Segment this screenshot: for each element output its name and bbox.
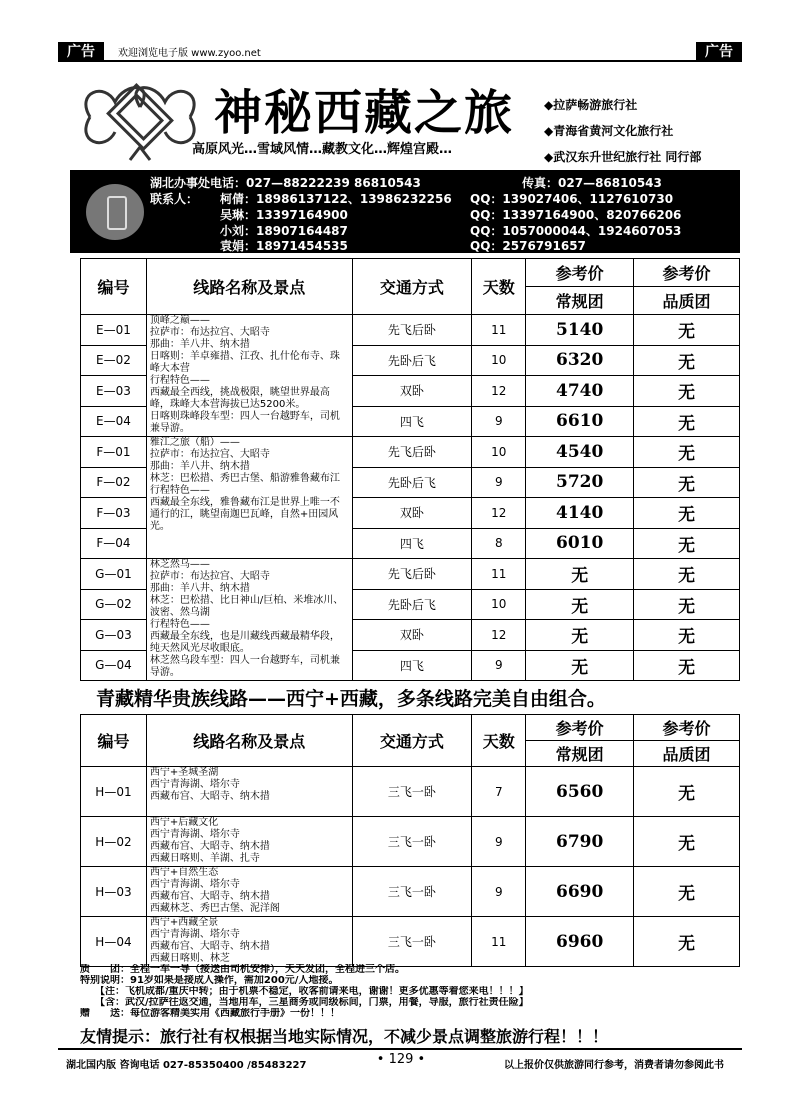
- table-row: [81, 315, 740, 346]
- route-description: [146, 559, 352, 681]
- footer-left: 湖北国内版 咨询电话 027-85350400 /85483227: [66, 1060, 307, 1071]
- table-row: [81, 437, 740, 468]
- route-price-regular: 6610: [526, 406, 634, 437]
- route-price-regular: 无: [526, 620, 634, 651]
- route-days: 9: [472, 817, 526, 867]
- note-line: 【注：飞机成都/重庆中转；由于机票不稳定，收客前请来电，谢谢！更多优惠等着您来电！！！】: [80, 986, 529, 997]
- route-code: H—01: [81, 767, 147, 817]
- header-regular: 常规团: [526, 741, 634, 767]
- header-transport: 交通方式: [352, 715, 472, 767]
- route-price-regular: 5720: [526, 467, 634, 498]
- route-table-qinghai-tibet: [80, 714, 740, 967]
- slogan: 高原风光…雪域风情…藏教文化…辉煌宫殿…: [192, 142, 453, 157]
- fax-label: 传真：: [522, 176, 559, 190]
- route-transport: 三飞一卧: [352, 817, 472, 867]
- table-row: [81, 917, 740, 967]
- header-ref-price: 参考价: [634, 715, 740, 741]
- page-number: • 129 •: [376, 1052, 426, 1067]
- route-price-regular: 无: [526, 559, 634, 590]
- route-code: F—04: [81, 528, 147, 559]
- route-days: 10: [472, 345, 526, 376]
- header-route: 线路名称及景点: [146, 715, 352, 767]
- agency-item: ◆拉萨畅游旅行社: [544, 98, 638, 112]
- route-days: 9: [472, 467, 526, 498]
- route-days: 10: [472, 589, 526, 620]
- route-price-regular: 6790: [526, 817, 634, 867]
- route-days: 11: [472, 917, 526, 967]
- contact-phone: 18971454535: [256, 239, 348, 253]
- contact-phone: 13397164900: [256, 208, 348, 222]
- route-days: 12: [472, 620, 526, 651]
- route-price-quality: 无: [634, 528, 740, 559]
- route-price-regular: 6010: [526, 528, 634, 559]
- table-header-row: [81, 715, 740, 741]
- agency-item: ◆武汉东升世纪旅行社 同行部: [544, 150, 702, 164]
- table-row: [81, 867, 740, 917]
- route-transport: 先卧后飞: [352, 589, 472, 620]
- header-code: 编号: [81, 259, 147, 315]
- route-price-regular: 5140: [526, 315, 634, 346]
- footer-divider: [58, 1048, 742, 1050]
- table-row: [81, 817, 740, 867]
- route-code: E—02: [81, 345, 147, 376]
- route-price-regular: 4740: [526, 376, 634, 407]
- note-line: 【含：武汉/拉萨往返交通，当地用车，三星商务或同级标间，门票，用餐，导服，旅行社责任险】: [80, 997, 529, 1008]
- footer-right: 以上报价仅供旅游同行参考，消费者请勿参阅此书: [504, 1060, 724, 1071]
- office-label: 湖北办事处电话：: [150, 176, 247, 190]
- route-price-regular: 无: [526, 650, 634, 681]
- route-transport: 双卧: [352, 376, 472, 407]
- route-price-quality: 无: [634, 650, 740, 681]
- route-description: [146, 767, 352, 817]
- contact-name: 柯倩：: [220, 192, 257, 206]
- route-description-text: 西宁+后藏文化 西宁青海湖、塔尔寺 西藏布宫、大昭寺、纳木措 西藏日喀则、羊湖、扎寺: [149, 817, 270, 864]
- route-description: [146, 315, 352, 437]
- route-transport: 双卧: [352, 498, 472, 529]
- route-code: F—01: [81, 437, 147, 468]
- contact-qq: QQ：13397164900、820766206: [470, 208, 682, 222]
- route-price-regular: 无: [526, 589, 634, 620]
- contact-name: 袁娟：: [220, 239, 257, 253]
- route-description-text: 雅江之旅（船）—— 拉萨市：布达拉宫、大昭寺 那曲：羊八井、纳木措 林芝：巴松措、秀巴古堡、船游雅鲁藏布江 行程特色—— 西藏最全东线，雅鲁藏布江是世界上唯一不通行的江，眺望南迦巴瓦峰，自然+田园风光。: [149, 437, 340, 532]
- route-description-text: 林芝然乌—— 拉萨市：布达拉宫、大昭寺 那曲：羊八井、纳木措 林芝：巴松措、比日神山/巨柏、米堆冰川、波密、然乌湖 行程特色—— 西藏最全东线，也是川藏线西藏最精华段，纯天然风光尽收眼底。 林芝然乌段车型：四人一台越野车，司机兼导游。: [149, 559, 344, 678]
- contact-name: 吴琳：: [220, 208, 257, 222]
- route-description-text: 西宁+西藏全景 西宁青海湖、塔尔寺 西藏布宫、大昭寺、纳木措 西藏日喀则、林芝: [149, 917, 270, 964]
- route-transport: 双卧: [352, 620, 472, 651]
- route-price-quality: 无: [634, 467, 740, 498]
- office-phone: 027—88222239 86810543: [246, 176, 421, 190]
- route-days: 10: [472, 437, 526, 468]
- notes-section: [80, 964, 740, 1019]
- contacts-label: 联系人：: [150, 192, 199, 206]
- route-days: 12: [472, 498, 526, 529]
- header-quality: 品质团: [634, 287, 740, 315]
- route-transport: 先飞后卧: [352, 559, 472, 590]
- contact-name: 小刘：: [220, 224, 257, 238]
- contact-qq: QQ：139027406、1127610730: [470, 192, 674, 206]
- header-days: 天数: [472, 259, 526, 315]
- route-transport: 三飞一卧: [352, 767, 472, 817]
- route-price-regular: 6560: [526, 767, 634, 817]
- route-transport: 三飞一卧: [352, 917, 472, 967]
- route-days: 9: [472, 867, 526, 917]
- route-days: 12: [472, 376, 526, 407]
- friendly-reminder: 友情提示：旅行社有权根据当地实际情况，不减少景点调整旅游行程！！！: [80, 1027, 609, 1046]
- route-price-quality: 无: [634, 589, 740, 620]
- route-price-regular: 4140: [526, 498, 634, 529]
- route-description-text: 西宁+自然生态 西宁青海湖、塔尔寺 西藏布宫、大昭寺、纳木措 西藏林芝、秀巴古堡、泥洋阁: [149, 867, 280, 914]
- route-price-quality: 无: [634, 498, 740, 529]
- route-table-tibet: [80, 258, 740, 681]
- header-quality: 品质团: [634, 741, 740, 767]
- promo-banner: 青藏精华贵族线路——西宁+西藏，多条线路完美自由组合。: [96, 688, 606, 710]
- ad-label-left: 广告: [58, 42, 104, 62]
- route-transport: 先卧后飞: [352, 467, 472, 498]
- route-transport: 先飞后卧: [352, 315, 472, 346]
- route-code: G—04: [81, 650, 147, 681]
- route-price-quality: 无: [634, 817, 740, 867]
- endless-knot-logo-icon: [70, 72, 210, 162]
- route-days: 9: [472, 650, 526, 681]
- route-price-quality: 无: [634, 767, 740, 817]
- route-description: [146, 817, 352, 867]
- contact-qq: QQ：1057000044、1924607053: [470, 224, 682, 238]
- route-transport: 四飞: [352, 406, 472, 437]
- route-days: 8: [472, 528, 526, 559]
- header-divider: [58, 60, 742, 62]
- route-price-quality: 无: [634, 620, 740, 651]
- route-price-quality: 无: [634, 345, 740, 376]
- note-line: 赠 送：每位游客精美实用《西藏旅行手册》一份！！！: [80, 1008, 340, 1019]
- note-line: 质 团：全程一车一导（接送由司机安排），天天发团，全程进三个店。: [80, 964, 405, 975]
- fax-number: 027—86810543: [558, 176, 662, 190]
- route-price-quality: 无: [634, 406, 740, 437]
- route-code: E—01: [81, 315, 147, 346]
- contact-panel: [70, 170, 740, 253]
- route-code: G—01: [81, 559, 147, 590]
- route-days: 9: [472, 406, 526, 437]
- contact-qq: QQ：2576791657: [470, 239, 586, 253]
- route-days: 7: [472, 767, 526, 817]
- ad-label-right: 广告: [696, 42, 742, 62]
- route-price-quality: 无: [634, 376, 740, 407]
- route-code: E—03: [81, 376, 147, 407]
- route-description-text: 西宁+圣城圣湖 西宁青海湖、塔尔寺 西藏布宫、大昭寺、纳木措: [149, 767, 270, 802]
- route-price-quality: 无: [634, 437, 740, 468]
- route-price-quality: 无: [634, 867, 740, 917]
- table-row: [81, 559, 740, 590]
- route-days: 11: [472, 559, 526, 590]
- route-code: G—03: [81, 620, 147, 651]
- header-ref-price: 参考价: [634, 259, 740, 287]
- route-transport: 先飞后卧: [352, 437, 472, 468]
- route-price-quality: 无: [634, 315, 740, 346]
- note-line: 特别说明：91岁如果是接成人操作，需加200元/人地接。: [80, 975, 339, 986]
- route-price-regular: 6960: [526, 917, 634, 967]
- agency-item: ◆青海省黄河文化旅行社: [544, 124, 674, 138]
- route-description: [146, 437, 352, 559]
- route-code: F—03: [81, 498, 147, 529]
- route-price-regular: 6320: [526, 345, 634, 376]
- route-days: 11: [472, 315, 526, 346]
- route-price-regular: 4540: [526, 437, 634, 468]
- route-code: F—02: [81, 467, 147, 498]
- route-code: H—04: [81, 917, 147, 967]
- header-ref-price: 参考价: [526, 259, 634, 287]
- route-transport: 三飞一卧: [352, 867, 472, 917]
- route-description: [146, 867, 352, 917]
- route-code: H—02: [81, 817, 147, 867]
- table-header-row: [81, 259, 740, 287]
- header-code: 编号: [81, 715, 147, 767]
- route-price-regular: 6690: [526, 867, 634, 917]
- route-transport: 先卧后飞: [352, 345, 472, 376]
- table-row: [81, 767, 740, 817]
- site-text[interactable]: 欢迎浏览电子版 www.zyoo.net: [118, 48, 261, 59]
- route-code: E—04: [81, 406, 147, 437]
- header-route: 线路名称及景点: [146, 259, 352, 315]
- header-days: 天数: [472, 715, 526, 767]
- route-transport: 四飞: [352, 650, 472, 681]
- agency-list: [544, 92, 701, 170]
- route-description-text: 顶峰之巅—— 拉萨市：布达拉宫、大昭寺 那曲：羊八井、纳木措 日喀则：羊卓雍措、江孜、扎什伦布寺、珠峰大本营 行程特色—— 西藏最全西线，挑战极限，眺望世界最高峰，珠峰大本营海拔已达5200米。 日喀则珠峰段车型：四人一台越野车，司机兼导游。: [149, 315, 340, 434]
- mobile-phone-icon: [86, 184, 144, 240]
- route-transport: 四飞: [352, 528, 472, 559]
- route-price-quality: 无: [634, 559, 740, 590]
- route-code: G—02: [81, 589, 147, 620]
- page-title: 神秘西藏之旅: [214, 85, 515, 141]
- route-description: [146, 917, 352, 967]
- route-price-quality: 无: [634, 917, 740, 967]
- contact-phone: 18986137122、13986232256: [256, 192, 452, 206]
- route-code: H—03: [81, 867, 147, 917]
- header-ref-price: 参考价: [526, 715, 634, 741]
- contact-phone: 18907164487: [256, 224, 348, 238]
- header-transport: 交通方式: [352, 259, 472, 315]
- header-regular: 常规团: [526, 287, 634, 315]
